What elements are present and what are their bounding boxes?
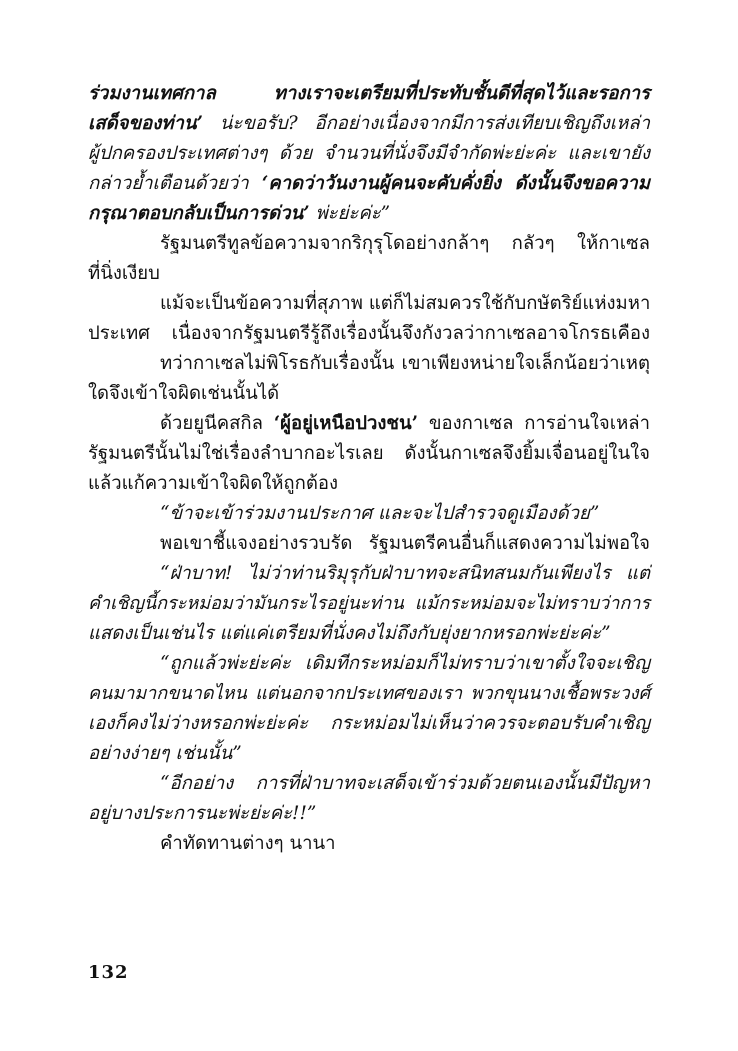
text-segment: คนมามากขนาดไหน แต่นอกจากประเทศของเรา พวกขุนนางเชื้อพระวงศ์ — [88, 683, 650, 704]
text-line — [88, 379, 650, 409]
text-line — [88, 259, 650, 289]
text-line — [88, 79, 650, 109]
text-line — [88, 829, 650, 859]
page-body — [88, 79, 650, 859]
text-segment: รัฐมนตรีทูลข้อความจากริกุรุโดอย่างกล้าๆ กลัวๆ ให้กาเซล — [160, 233, 650, 254]
text-line — [88, 439, 650, 469]
text-line — [88, 109, 650, 139]
text-segment: แม้จะเป็นข้อความที่สุภาพ แต่ก็ไม่สมควรใช้กับกษัตริย์แห่งมหา — [160, 293, 651, 314]
text-segment: ด้วยยูนีคสกิล — [160, 413, 274, 434]
text-segment: ใดจึงเข้าใจผิดเช่นนั้นได้ — [88, 383, 280, 404]
text-segment: ‘ผู้อยู่เหนือปวงชน’ — [273, 413, 419, 434]
text-line — [88, 589, 650, 619]
text-segment: ทว่ากาเซลไม่พิโรธกับเรื่องนั้น เขาเพียงหน่ายใจเล็กน้อยว่าเหตุ — [160, 353, 650, 374]
text-segment: คำเชิญนี้กระหม่อมว่ามันกระไรอยู่นะท่าน แม้กระหม่อมจะไม่ทราบว่าการ — [88, 593, 650, 614]
text-line — [88, 139, 650, 169]
text-segment: คำทัดทานต่างๆ นานา — [160, 833, 336, 854]
text-segment: เสด็จของท่าน’ — [88, 113, 203, 134]
page-number: 132 — [88, 962, 129, 983]
text-line — [88, 619, 650, 649]
text-segment: ประเทศ เนื่องจากรัฐมนตรีรู้ถึงเรื่องนั้นจึงกังวลว่ากาเซลอาจโกรธเคือง — [88, 323, 650, 344]
text-line — [88, 349, 650, 379]
text-line — [88, 679, 650, 709]
text-segment: อย่างง่ายๆ เช่นนั้น” — [88, 743, 242, 764]
text-line — [88, 469, 650, 499]
text-segment: เองก็คงไม่ว่างหรอกพ่ะย่ะค่ะ กระหม่อมไม่เห็นว่าควรจะตอบรับคำเชิญ — [88, 713, 650, 734]
text-line — [88, 739, 650, 769]
text-segment: พ่ะย่ะค่ะ” — [309, 203, 391, 224]
text-segment: น่ะขอรับ? อีกอย่างเนื่องจากมีการส่งเทียบเชิญถึงเหล่า — [202, 113, 650, 134]
text-segment: พอเขาชี้แจงอย่างรวบรัด รัฐมนตรีคนอื่นก็แสดงความไม่พอใจ — [160, 533, 650, 554]
text-line — [88, 499, 650, 529]
text-segment: ของกาเซล การอ่านใจเหล่า — [418, 413, 650, 434]
text-segment: ร่วมงานเทศกาล ทางเราจะเตรียมที่ประทับชั้นดีที่สุดไว้และรอการ — [88, 83, 650, 104]
text-line — [88, 229, 650, 259]
text-segment: อยู่บางประการนะพ่ะย่ะค่ะ!!” — [88, 803, 317, 824]
text-line — [88, 289, 650, 319]
text-line — [88, 529, 650, 559]
text-line — [88, 169, 650, 199]
text-line — [88, 709, 650, 739]
text-line — [88, 769, 650, 799]
text-segment: ‘คาดว่าวันงานผู้คนจะคับคั่งยิ่ง ดังนั้นจึงขอความ — [261, 173, 650, 194]
text-segment: “อีกอย่าง การที่ฝ่าบาทจะเสด็จเข้าร่วมด้วยตนเองนั้นมีปัญหา — [160, 773, 650, 794]
text-segment: แสดงเป็นเช่นไร แต่แค่เตรียมที่นั่งคงไม่ถึงกับยุ่งยากหรอกพ่ะย่ะค่ะ” — [88, 623, 611, 644]
text-line — [88, 199, 650, 229]
text-segment: ที่นิ่งเงียบ — [88, 263, 160, 284]
text-segment: ผู้ปกครองประเทศต่างๆ ด้วย จำนวนที่นั่งจึงมีจำกัดพ่ะย่ะค่ะ และเขายัง — [88, 143, 650, 164]
text-line — [88, 409, 650, 439]
text-line — [88, 649, 650, 679]
text-segment: แล้วแก้ความเข้าใจผิดให้ถูกต้อง — [88, 473, 338, 494]
text-segment: “ถูกแล้วพ่ะย่ะค่ะ เดิมทีกระหม่อมก็ไม่ทราบว่าเขาตั้งใจจะเชิญ — [160, 653, 650, 674]
text-line — [88, 559, 650, 589]
text-segment: “ข้าจะเข้าร่วมงานประกาศ และจะไปสำรวจดูเมืองด้วย” — [160, 503, 600, 524]
text-segment: รัฐมนตรีนั้นไม่ใช่เรื่องลำบากอะไรเลย ดังนั้นกาเซลจึงยิ้มเจื่อนอยู่ในใจ — [88, 443, 650, 464]
text-segment: กล่าวย้ำเตือนด้วยว่า — [88, 173, 262, 194]
text-segment: “ฝ่าบาท! ไม่ว่าท่านริมุรุกับฝ่าบาทจะสนิทสนมกันเพียงไร แต่ — [160, 563, 650, 584]
text-line — [88, 799, 650, 829]
text-line — [88, 319, 650, 349]
text-segment: กรุณาตอบกลับเป็นการด่วน’ — [88, 203, 310, 224]
